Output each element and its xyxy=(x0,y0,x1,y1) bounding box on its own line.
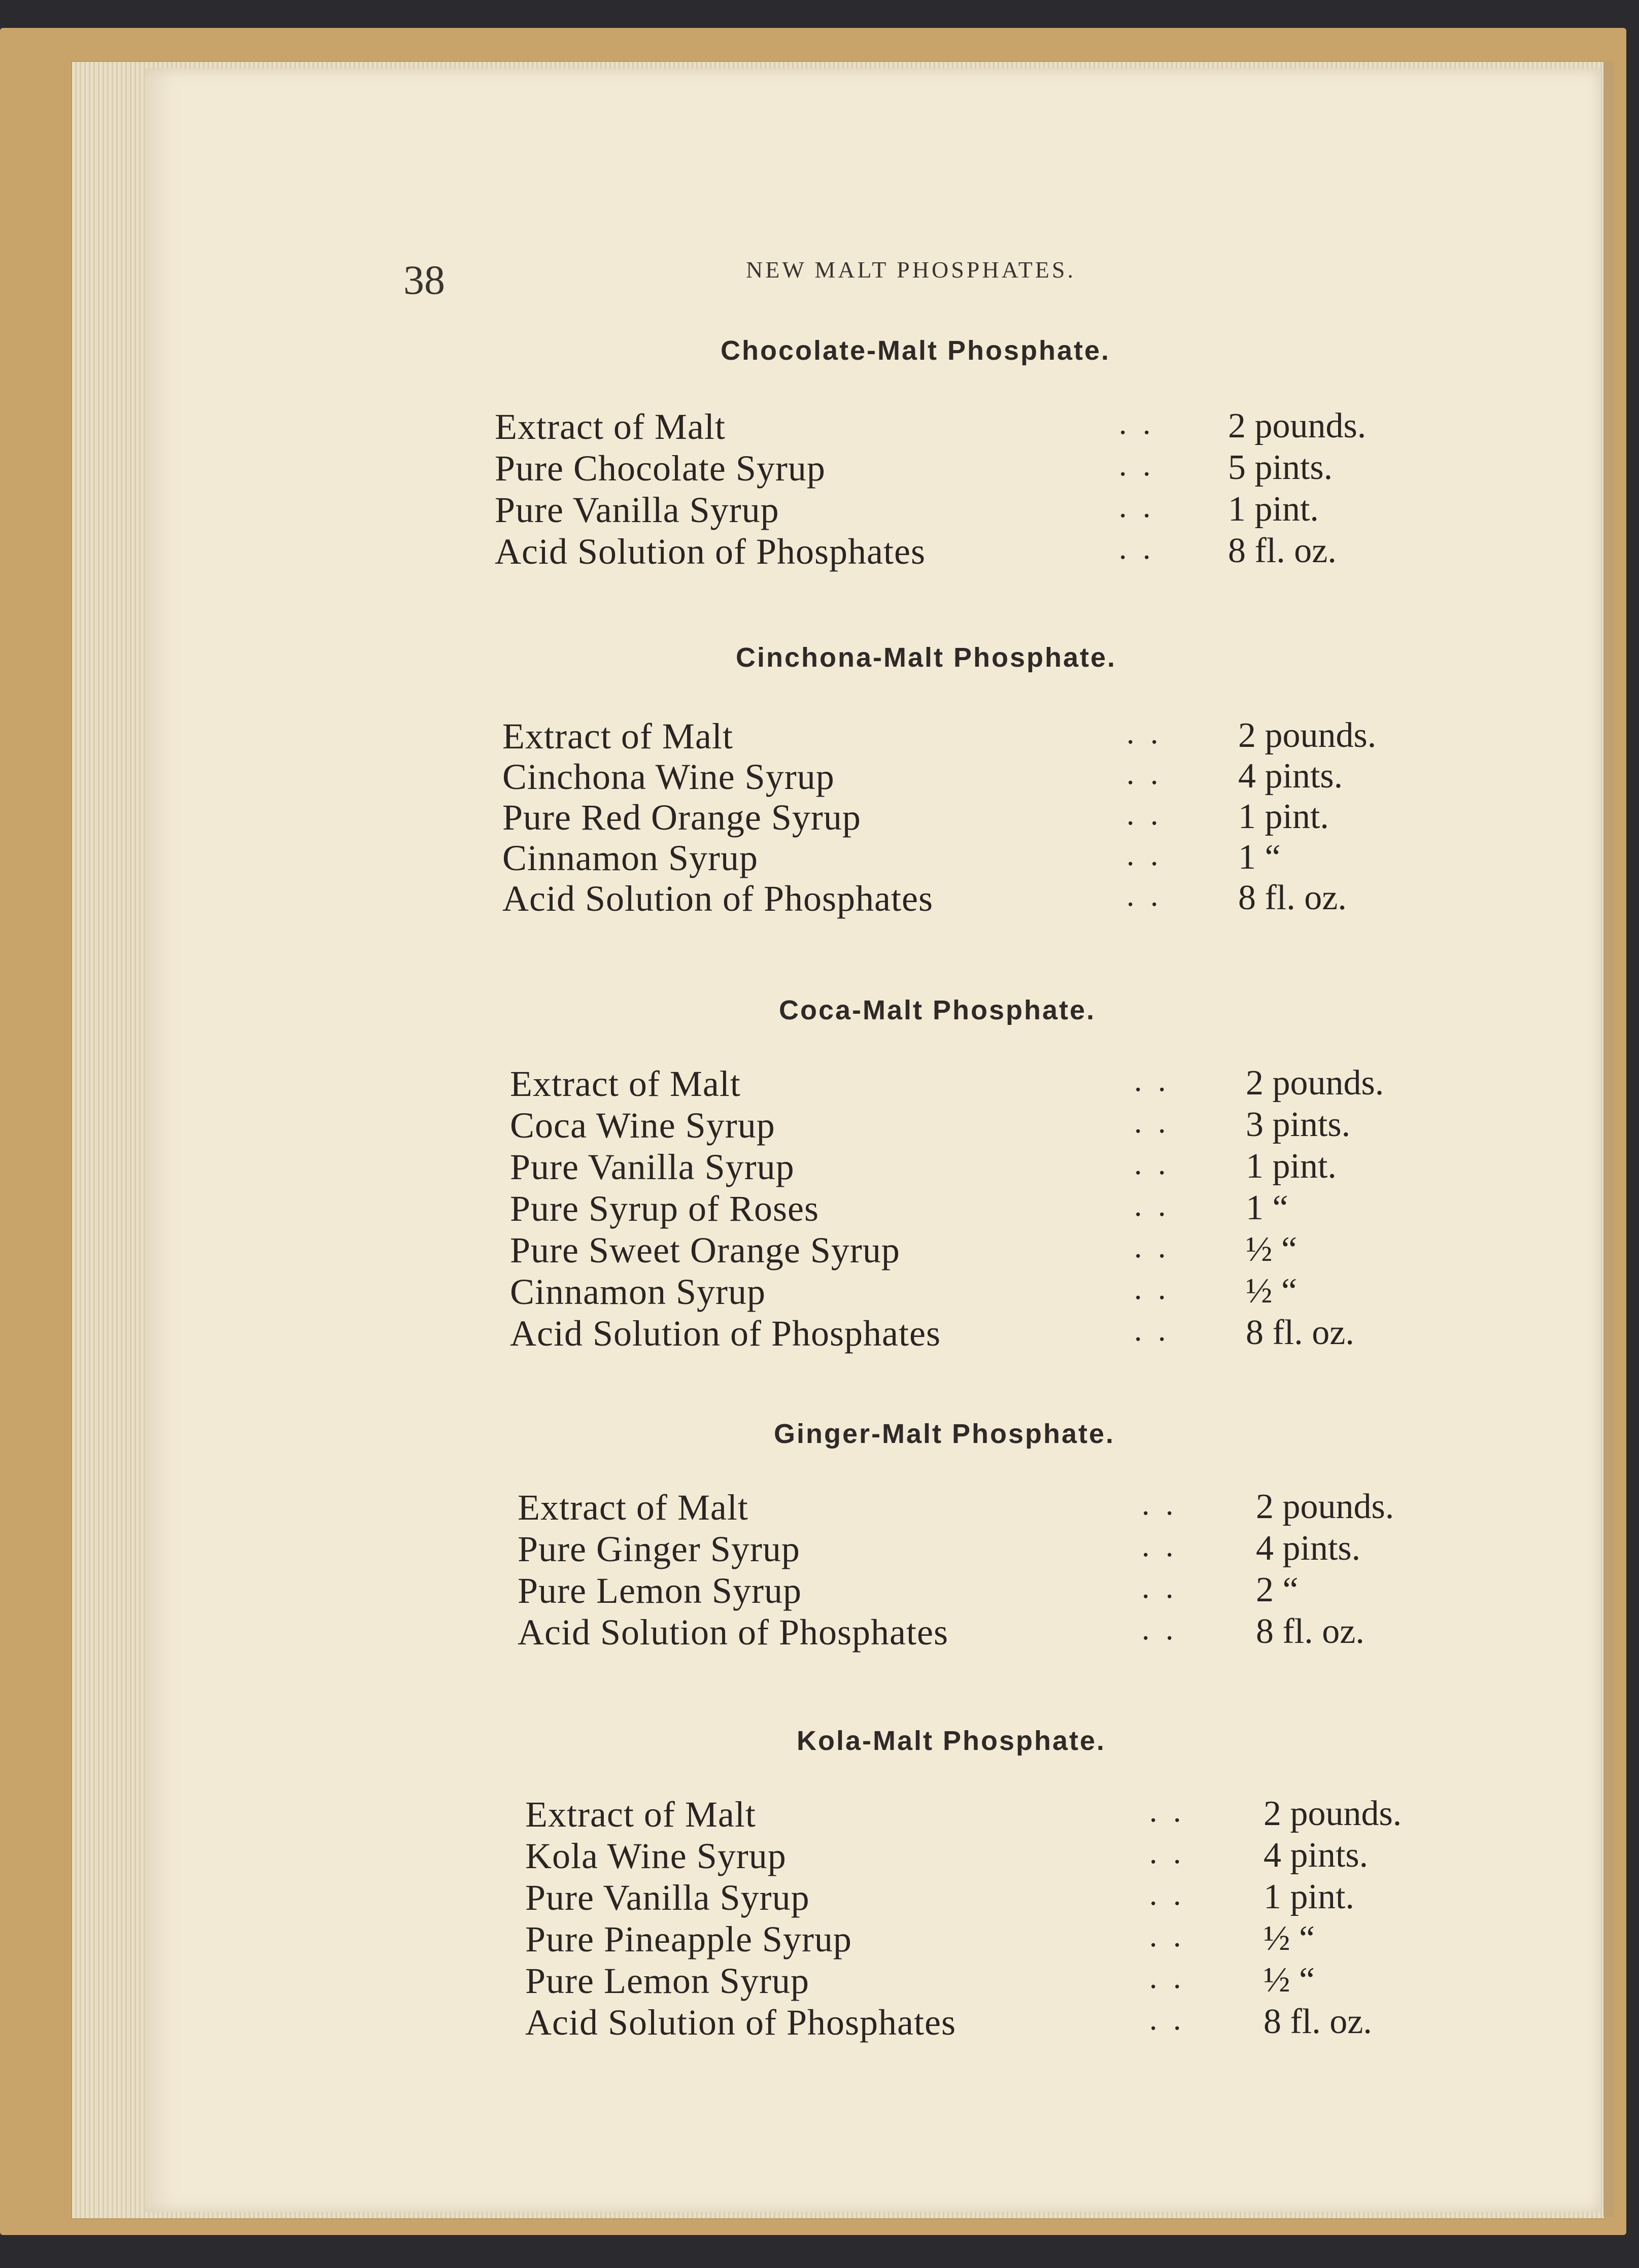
section-title: Cinchona-Malt Phosphate. xyxy=(736,642,1117,673)
ingredient-amount: 2 “ xyxy=(1256,1570,1299,1609)
recipe-row xyxy=(525,1877,1479,1918)
ingredient-name: Extract of Malt xyxy=(518,1487,748,1528)
ingredient-amount: 2 pounds. xyxy=(1228,406,1367,445)
recipe-row xyxy=(495,406,1449,448)
ingredient-amount: 5 pints. xyxy=(1228,448,1333,487)
dot-leader: . . xyxy=(1149,1919,1185,1953)
dot-leader: . . xyxy=(1134,1105,1170,1140)
ingredient-amount: 8 fl. oz. xyxy=(1256,1612,1364,1651)
recipe-row xyxy=(502,715,1456,757)
ingredient-amount: ½ “ xyxy=(1264,1961,1315,2000)
ingredient-amount: 8 fl. oz. xyxy=(1238,878,1347,917)
recipe-row xyxy=(518,1487,1472,1528)
recipe-row xyxy=(525,1918,1479,1960)
recipe-row xyxy=(525,1794,1479,1835)
recipe-row xyxy=(510,1146,1464,1188)
dot-leader: . . xyxy=(1149,1836,1185,1870)
section-title: Coca-Malt Phosphate. xyxy=(779,995,1096,1025)
ingredient-name: Extract of Malt xyxy=(495,406,726,447)
ingredient-amount: 1 pint. xyxy=(1264,1877,1354,1916)
ingredient-name: Coca Wine Syrup xyxy=(510,1105,775,1146)
ingredient-name: Cinchona Wine Syrup xyxy=(502,757,835,797)
ingredient-name: Pure Red Orange Syrup xyxy=(502,797,861,838)
ingredient-name: Extract of Malt xyxy=(525,1794,756,1835)
ingredient-amount: 3 pints. xyxy=(1246,1105,1351,1144)
ingredient-name: Pure Pineapple Syrup xyxy=(525,1919,852,1960)
dot-leader: . . xyxy=(1134,1313,1170,1348)
ingredient-amount: 1 pint. xyxy=(1246,1147,1337,1186)
recipe-row xyxy=(510,1105,1464,1146)
dot-leader: . . xyxy=(1119,531,1155,566)
recipe-row xyxy=(525,2002,1479,2043)
dot-leader: . . xyxy=(1134,1230,1170,1264)
ingredient-name: Cinnamon Syrup xyxy=(502,838,759,878)
recipe-row xyxy=(525,1960,1479,2002)
ingredient-name: Pure Lemon Syrup xyxy=(525,1961,809,2001)
dot-leader: . . xyxy=(1142,1487,1178,1522)
ingredient-name: Acid Solution of Phosphates xyxy=(525,2002,956,2043)
recipe-row xyxy=(495,448,1449,489)
dot-leader: . . xyxy=(1134,1188,1170,1223)
dot-leader: . . xyxy=(1119,406,1155,441)
recipe-row xyxy=(502,878,1456,919)
dot-leader: . . xyxy=(1149,1961,1185,1995)
dot-leader: . . xyxy=(1126,878,1163,913)
ingredient-name: Cinnamon Syrup xyxy=(510,1272,766,1312)
ingredient-name: Pure Lemon Syrup xyxy=(518,1570,802,1611)
ingredient-amount: 8 fl. oz. xyxy=(1228,531,1337,570)
ingredient-amount: 1 pint. xyxy=(1238,797,1329,836)
recipe-row xyxy=(510,1063,1464,1105)
ingredient-amount: 1 “ xyxy=(1246,1188,1288,1227)
dot-leader: . . xyxy=(1134,1272,1170,1306)
recipe-row xyxy=(518,1528,1472,1570)
dot-leader: . . xyxy=(1134,1063,1170,1098)
recipe-row xyxy=(525,1835,1479,1877)
recipe-row xyxy=(502,756,1456,798)
cover-right-edge xyxy=(1603,61,1614,2217)
ingredient-amount: 4 pints. xyxy=(1238,757,1343,796)
ingredient-amount: ½ “ xyxy=(1264,1919,1315,1958)
dot-leader: . . xyxy=(1149,2002,1185,2037)
recipe-row xyxy=(502,797,1456,838)
ingredient-name: Pure Chocolate Syrup xyxy=(495,448,826,489)
ingredient-amount: 4 pints. xyxy=(1264,1836,1369,1875)
ingredient-amount: ½ “ xyxy=(1246,1230,1297,1269)
dot-leader: . . xyxy=(1134,1147,1170,1181)
ingredient-amount: 2 pounds. xyxy=(1256,1487,1394,1526)
section-title: Ginger-Malt Phosphate. xyxy=(774,1419,1115,1449)
dot-leader: . . xyxy=(1126,757,1163,791)
ingredient-amount: 8 fl. oz. xyxy=(1264,2002,1372,2041)
ingredient-name: Extract of Malt xyxy=(510,1063,741,1104)
ingredient-amount: 4 pints. xyxy=(1256,1529,1361,1568)
dot-leader: . . xyxy=(1126,716,1163,750)
ingredient-name: Pure Vanilla Syrup xyxy=(525,1877,810,1918)
recipe-row xyxy=(510,1313,1464,1354)
ingredient-name: Acid Solution of Phosphates xyxy=(518,1612,948,1653)
ingredient-amount: 2 pounds. xyxy=(1246,1063,1384,1103)
ingredient-name: Acid Solution of Phosphates xyxy=(510,1313,941,1354)
ingredient-amount: 8 fl. oz. xyxy=(1246,1313,1354,1352)
ingredient-amount: 1 “ xyxy=(1238,838,1281,877)
section-title: Chocolate-Malt Phosphate. xyxy=(721,335,1111,366)
ingredient-name: Pure Vanilla Syrup xyxy=(510,1147,795,1187)
page-number: 38 xyxy=(403,257,445,303)
recipe-row xyxy=(518,1570,1472,1611)
ingredient-amount: 2 pounds. xyxy=(1264,1794,1402,1833)
ingredient-name: Kola Wine Syrup xyxy=(525,1836,787,1876)
ingredient-name: Acid Solution of Phosphates xyxy=(495,531,926,572)
ingredient-amount: 2 pounds. xyxy=(1238,716,1377,755)
dot-leader: . . xyxy=(1142,1529,1178,1563)
recipe-row xyxy=(495,531,1449,572)
ingredient-amount: ½ “ xyxy=(1246,1272,1297,1311)
dot-leader: . . xyxy=(1142,1612,1178,1646)
dot-leader: . . xyxy=(1149,1877,1185,1912)
recipe-row xyxy=(510,1271,1464,1313)
recipe-row xyxy=(502,837,1456,879)
ingredient-name: Pure Vanilla Syrup xyxy=(495,490,779,530)
dot-leader: . . xyxy=(1119,448,1155,483)
ingredient-name: Pure Ginger Syrup xyxy=(518,1529,800,1569)
dot-leader: . . xyxy=(1126,838,1163,872)
ingredient-name: Pure Sweet Orange Syrup xyxy=(510,1230,900,1270)
recipe-row xyxy=(510,1229,1464,1271)
dot-leader: . . xyxy=(1149,1794,1185,1829)
ingredient-name: Acid Solution of Phosphates xyxy=(502,878,933,919)
ingredient-name: Pure Syrup of Roses xyxy=(510,1188,819,1229)
recipe-row xyxy=(495,489,1449,531)
ingredient-amount: 1 pint. xyxy=(1228,490,1319,529)
running-head: NEW MALT PHOSPHATES. xyxy=(746,257,1076,283)
dot-leader: . . xyxy=(1142,1570,1178,1605)
dot-leader: . . xyxy=(1126,797,1163,832)
recipe-row xyxy=(518,1611,1472,1653)
ingredient-name: Extract of Malt xyxy=(502,716,733,757)
dot-leader: . . xyxy=(1119,490,1155,524)
section-title: Kola-Malt Phosphate. xyxy=(797,1726,1106,1756)
recipe-row xyxy=(510,1188,1464,1229)
